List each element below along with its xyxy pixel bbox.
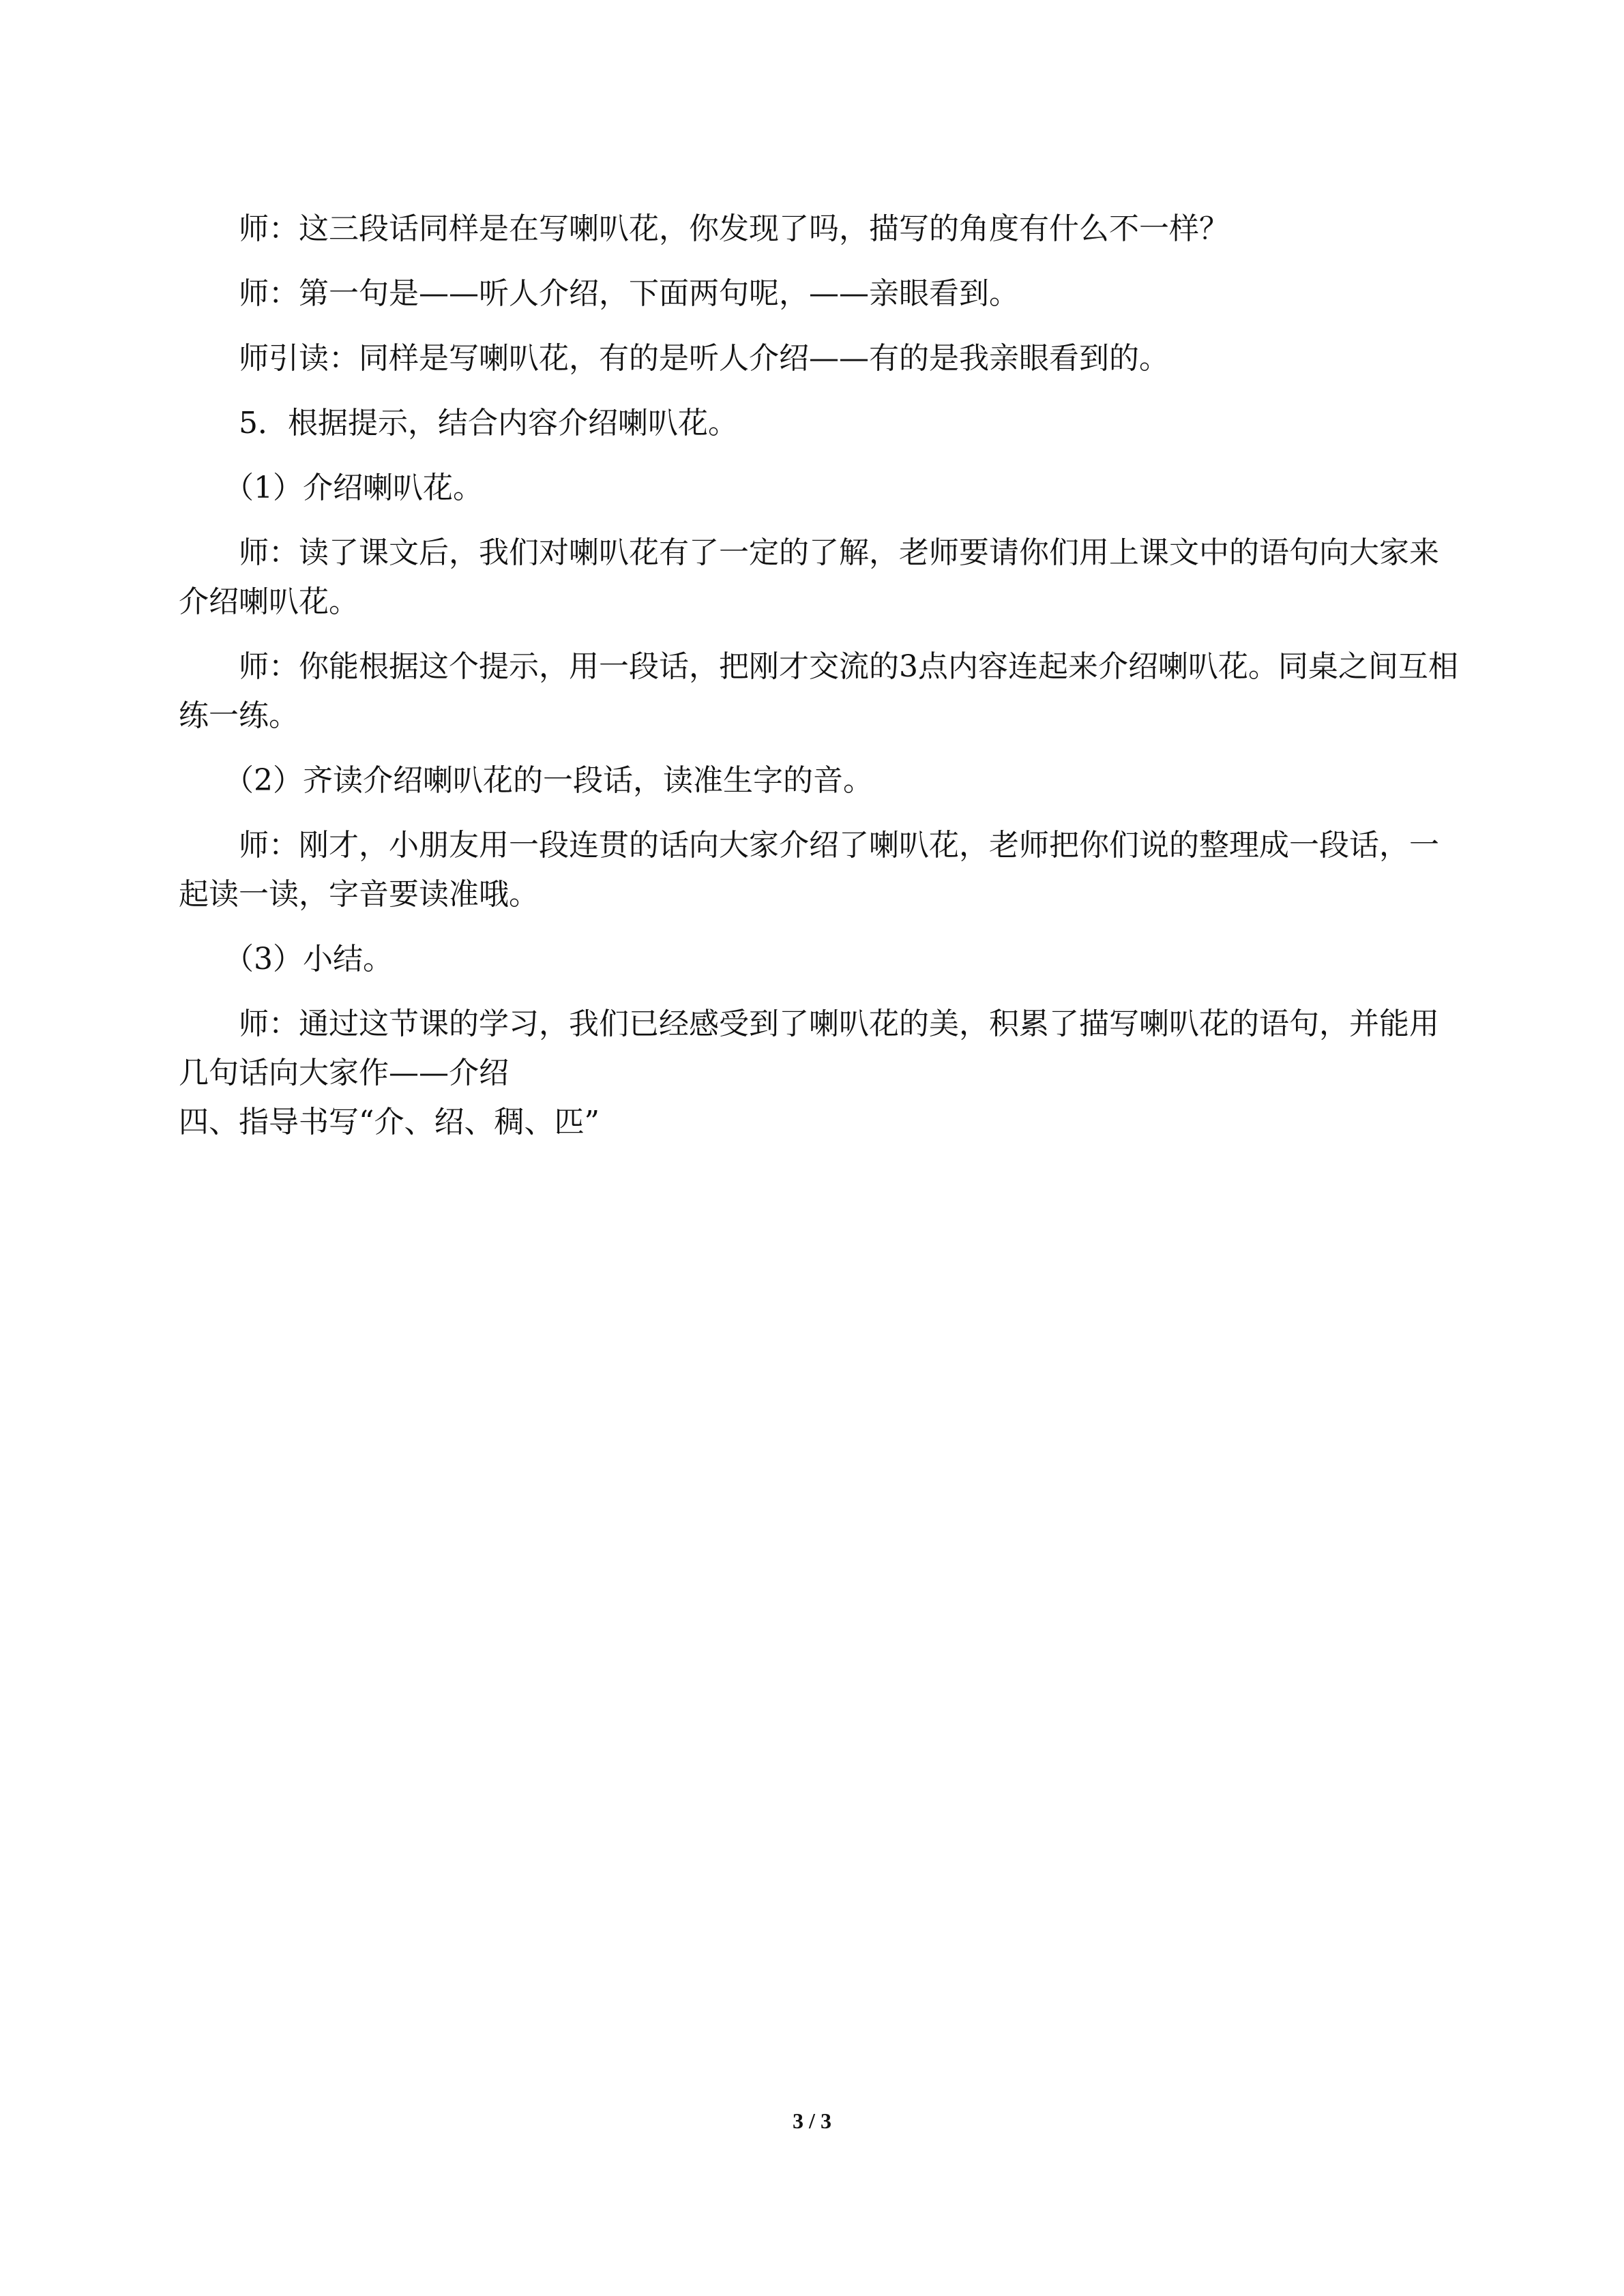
paragraph-4: 5．根据提示，结合内容介绍喇叭花。	[239, 406, 738, 441]
paragraph-7: 师：你能根据这个提示，用一段话，把刚才交流的3点内容连起来介绍喇叭花。同桌之间互相练一练。	[179, 649, 1458, 733]
paragraph-8: （2）齐读介绍喇叭花的一段话，读准生字的音。	[224, 763, 873, 798]
section-heading-4: 四、指导书写“介、绍、稠、匹”	[179, 1105, 600, 1139]
paragraph-5: （1）介绍喇叭花。	[224, 471, 483, 505]
paragraph-3: 师引读：同样是写喇叭花，有的是听人介绍——有的是我亲眼看到的。	[239, 341, 1169, 376]
paragraph-11: 师：通过这节课的学习，我们已经感受到了喇叭花的美，积累了描写喇叭花的语句，并能用几句话向大家作——介绍	[179, 1007, 1439, 1090]
document-body	[179, 205, 1461, 1163]
paragraph-1: 师：这三段话同样是在写喇叭花，你发现了吗，描写的角度有什么不一样？	[239, 211, 1229, 246]
paragraph-2: 师：第一句是——听人介绍，下面两句呢，——亲眼看到。	[239, 276, 1019, 311]
paragraph-6: 师：读了课文后，我们对喇叭花有了一定的了解，老师要请你们用上课文中的语句向大家来介绍喇叭花。	[179, 535, 1439, 619]
paragraph-9: 师：刚才，小朋友用一段连贯的话向大家介绍了喇叭花，老师把你们说的整理成一段话，一起读一读，字音要读准哦。	[179, 828, 1439, 912]
page-number: 3 / 3	[793, 2108, 831, 2133]
paragraph-10: （3）小结。	[224, 942, 393, 976]
